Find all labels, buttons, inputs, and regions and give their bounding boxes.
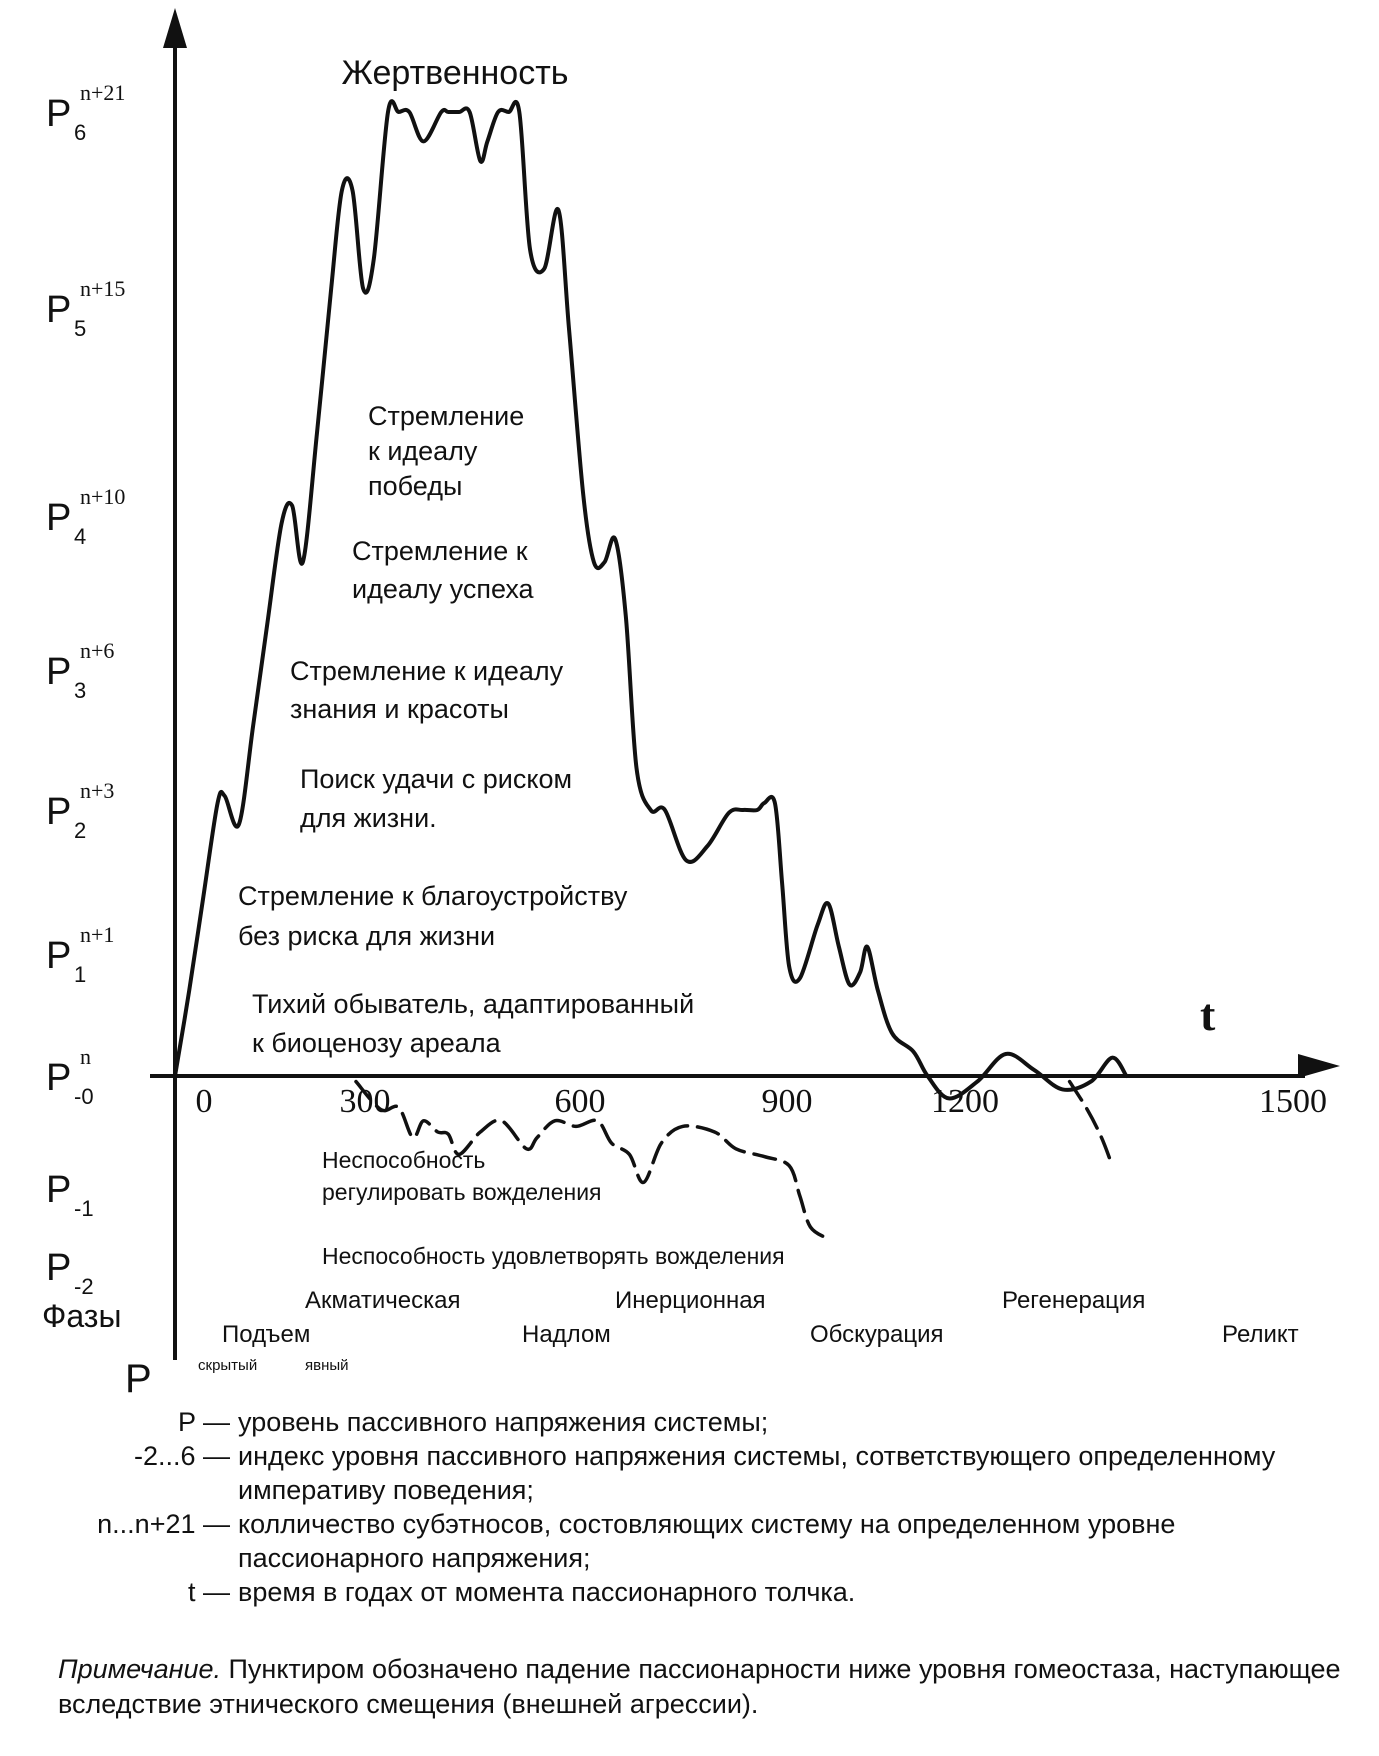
legend-row [40,1405,1360,1439]
note-text: Пунктиром обозначено падение пассионарности ниже уровня гомеостаза, наступающее вследствие этнического смещения (внешней агрессии). [58,1654,1341,1719]
x-tick-label: 1500 [1259,1083,1327,1120]
phase-rise: Подъем [222,1321,311,1348]
phase-breakdown: Надлом [522,1321,611,1348]
x-tick-label: 900 [761,1083,813,1120]
legend-text: уровень пассивного напряжения системы; [238,1407,769,1437]
y-level-label: P [46,1247,72,1289]
y-level-superscript: n+15 [80,276,126,301]
y-axis-label: P [125,1357,152,1400]
y-level-subscript: -2 [74,1274,94,1299]
x-axis-label: t [1200,989,1216,1040]
annotation-victory: Стремление к идеалу победы [368,401,525,501]
legend-text: колличество субэтносов, состовляющих систему на определенном уровне пассионарного напряжения; [238,1509,1176,1573]
annotation-philistine: Тихий обыватель, адаптированный к биоценозу ареала [252,989,695,1058]
annotation-knowledge: Стремление к идеалу знания и красоты [290,656,564,724]
y-level-label: P [46,791,72,833]
annotation-satisfy: Неспособность удовлетворять вожделения [322,1243,785,1269]
legend-row [40,1575,1360,1609]
legend-text: индекс уровня пассивного напряжения системы, сответствующего определенному императиву поведения; [238,1441,1276,1505]
y-level-label: P [46,651,72,693]
y-level-superscript: n [80,1044,91,1069]
annotation-luck: Поиск удачи с риском для жизни. [300,764,573,833]
y-level-subscript: -0 [74,1084,94,1109]
y-level-subscript: 2 [74,818,87,843]
y-level-subscript: 6 [74,120,87,145]
y-level-label: P [46,935,72,977]
legend [40,1405,1360,1609]
annotation-comfort: Стремление к благоустройству без риска для жизни [238,881,628,951]
y-level-subscript: 5 [74,316,87,341]
chart-title: Жертвенность [341,54,569,92]
y-level-superscript: n+21 [80,80,126,105]
x-tick-label: 0 [195,1083,213,1120]
legend-symbol: t — [187,1577,230,1607]
y-level-superscript: n+6 [80,638,115,663]
phase-regeneration: Регенерация [1002,1287,1146,1314]
phase-sub-hidden: скрытый [198,1357,258,1374]
legend-text: время в годах от момента пассионарного толчка. [238,1577,856,1607]
phase-acmatic: Акматическая [305,1287,461,1314]
phase-relic: Реликт [1222,1321,1299,1348]
annotation-success: Стремление к идеалу успеха [352,536,534,604]
note [58,1652,1358,1722]
y-level-label: P [46,289,72,331]
y-level-subscript: 4 [74,524,87,549]
legend-row [40,1507,1360,1575]
note-label: Примечание. [58,1654,221,1684]
legend-symbol: P — [177,1407,230,1437]
y-level-label: P [46,93,72,135]
y-level-superscript: n+10 [80,484,126,509]
y-level-label: P [46,1057,72,1099]
y-level-subscript: 3 [74,678,87,703]
y-axis-arrow [163,8,187,48]
x-tick-label: 300 [339,1083,391,1120]
y-level-subscript: -1 [74,1196,94,1221]
phase-inertial: Инерционная [615,1287,766,1314]
y-level-label: P [46,497,72,539]
phase-sub-explicit: явный [305,1357,349,1374]
y-level-label: P [46,1169,72,1211]
y-level-superscript: n+1 [80,922,115,947]
x-tick-label: 1200 [931,1083,999,1120]
x-axis-arrow [1298,1054,1340,1078]
series-line-dashed-decline [1070,1082,1113,1166]
phases-label: Фазы [42,1298,122,1334]
x-tick-label: 600 [554,1083,606,1120]
y-level-subscript: 1 [74,962,87,987]
annotation-regulate: Неспособность регулировать вожделения [322,1147,602,1205]
phase-obscuration: Обскурация [810,1321,944,1348]
legend-symbol: n...n+21 — [97,1509,230,1539]
y-level-superscript: n+3 [80,778,115,803]
legend-row [40,1439,1360,1507]
legend-symbol: -2...6 — [133,1441,230,1471]
